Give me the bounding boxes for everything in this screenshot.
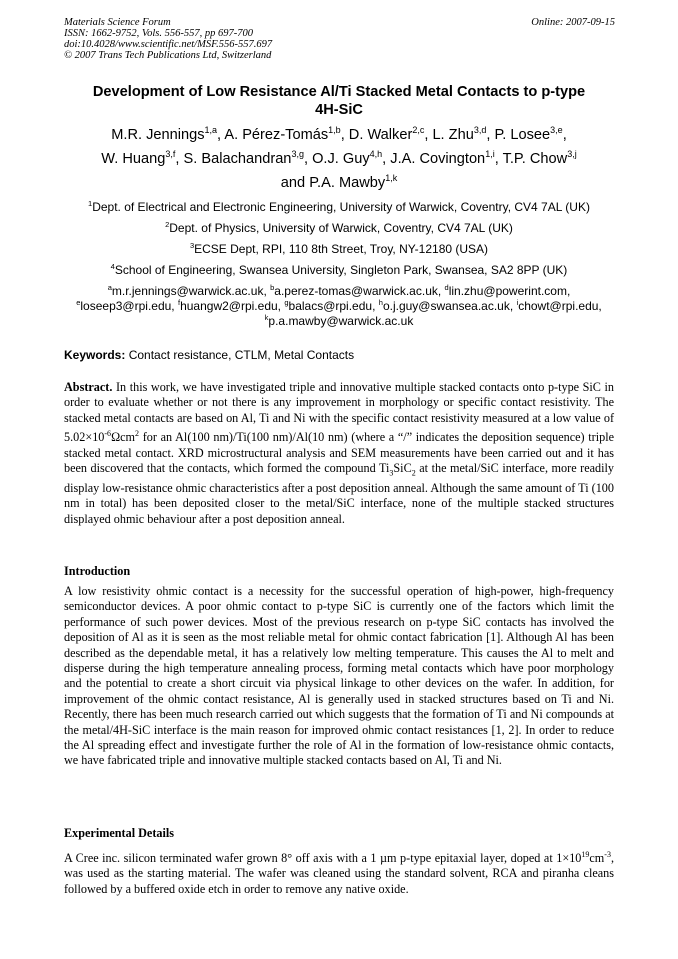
email-mark: a <box>107 283 112 292</box>
author: S. Balachandran <box>183 151 292 167</box>
email-line-2 <box>40 299 638 314</box>
author-affil-mark: 3,f <box>165 149 176 160</box>
title-line-1: Development of Low Resistance Al/Ti Stacked Metal Contacts to p-type <box>92 84 586 100</box>
doping-unit: cm <box>589 851 605 866</box>
abstract-subscript: 2 <box>411 468 416 478</box>
experimental-text <box>64 847 614 897</box>
author: L. Zhu <box>432 127 474 143</box>
affiliation <box>30 242 648 256</box>
affiliation <box>30 221 648 235</box>
introduction-heading: Introduction <box>64 564 131 578</box>
email-link[interactable]: a.perez-tomas@warwick.ac.uk, <box>274 284 442 298</box>
abstract-unit-exponent: 2 <box>135 429 140 439</box>
email-mark: k <box>264 313 269 322</box>
email-link[interactable]: chowt@rpi.edu, <box>518 299 602 313</box>
author-affil-mark: 1,k <box>385 173 398 184</box>
affiliation-number: 4 <box>110 262 115 271</box>
online-date: Online: 2007-09-15 <box>531 17 615 28</box>
copyright: © 2007 Trans Tech Publications Ltd, Switzerland <box>64 50 272 61</box>
email-mark: g <box>284 298 289 307</box>
author: W. Huang <box>101 151 166 167</box>
email-link[interactable]: balacs@rpi.edu, <box>288 299 376 313</box>
author-and: and <box>280 175 306 191</box>
experimental-heading: Experimental Details <box>64 826 175 840</box>
affiliation-text: ECSE Dept, RPI, 110 8th Street, Troy, NY-12180 (USA) <box>194 242 489 256</box>
email-mark: d <box>444 283 449 292</box>
author-affil-mark: 3,e <box>550 125 563 136</box>
author: P.A. Mawby <box>309 175 386 191</box>
author-line-3 <box>40 171 638 195</box>
journal-header <box>64 17 484 61</box>
abstract-text-2: for an Al(100 nm)/Ti(100 nm)/Al(10 nm) (where a “/” indicates the deposition sequence) triple stacked metal contact. XRD microstructural analysis and SEM measurements have been carried out and it has been discovered that the contacts, which formed the compound Ti <box>64 430 614 476</box>
author-affil-mark: 3,d <box>473 125 487 136</box>
author-list <box>40 123 638 195</box>
email-line-3 <box>40 314 638 329</box>
email-mark: e <box>76 298 81 307</box>
author-line-2: W. Huang$^{3,f}$, S. Balachandran$^{3,g}$, O.J. Guy$^{4,h}$, J.A. Covington$^{1,i}$, T.P. Chow$^{3,j}$ <box>101 149 577 167</box>
doi: doi:10.4028/www.scientific.net/MSF.556-557.697 <box>64 39 273 50</box>
author: O.J. Guy <box>312 151 370 167</box>
author-affil-mark: 1,a <box>204 125 218 136</box>
affiliation-text: Dept. of Electrical and Electronic Engineering, University of Warwick, Coventry, CV4 7AL (UK) <box>92 200 590 214</box>
author-affil-mark: 4,h <box>369 149 383 160</box>
author-line-1: M.R. Jennings$^{1,a}$, A. Pérez-Tomás$^{1,b}$, D. Walker$^{2,c}$, L. Zhu$^{3,d}$, P. Losee$^{3,e}$, <box>111 125 567 143</box>
abstract-formula: SiC <box>393 461 412 476</box>
author-affil-mark: 2,c <box>412 125 425 136</box>
journal-name: Materials Science Forum <box>64 17 171 28</box>
abstract-label: Abstract. <box>64 380 113 394</box>
author: M.R. Jennings <box>111 127 205 143</box>
affiliation-number: 1 <box>88 199 93 208</box>
abstract <box>64 380 614 527</box>
email-link[interactable]: p.a.mawby@warwick.ac.uk <box>268 314 414 328</box>
experimental-text-2: , was used as the starting material. The wafer was cleaned using the standard solvent, RCA and piranha cleans followed by a buffered oxide etch in order to remove any native oxide. <box>64 851 614 896</box>
introduction-text: A low resistivity ohmic contact is a necessity for the successful operation of high-power, high-frequency semiconductor devices. A poor ohmic contact to p-type SiC is currently one of the factors which limit the performance of such power devices. Most of the previous research on p-type SiC contacts has involved the deposition of Al as it is seen as the most reliable metal for ohmic contact fabrication [1]. Although Al has been described as the dependable metal, it has a relatively low melting temperature. This causes the Al to melt and disperse during the high temperature annealing process, forming metal contacts which have poor morphology and the potential to create a short circuit via physical linkage to other devices on the wafer. In addition, for improvement of the ohmic contact resistance, Al is generally used in stacked structures based on Ti and Ni. Recently, there has been much research carried out which suggests that the formation of Ti and Ni compounds at the metal/4H-SiC interface is the main reason for improved ohmic contact resistances [1, 2]. In order to reduce the Al spreading effect and investigate further the role of Al in the formation of low-resistance ohmic contacts, we have fabricated triple and innovative multiple stacked contacts based on Al, Ti and Ni. <box>64 584 614 768</box>
affiliation <box>30 263 648 277</box>
abstract-text-1: In this work, we have investigated triple and innovative multiple stacked contacts onto p-type SiC in order to evaluate whether or not there is any improvement in morphology or specific contact resistivity. The stacked metal contacts are based on Al, Ti and Ni with the specific contact resistivity measured at a low value of 5.02×10 <box>64 380 614 445</box>
abstract-unit: Ωcm <box>111 430 136 445</box>
email-link[interactable]: m.r.jennings@warwick.ac.uk, <box>111 284 267 298</box>
email-mark: i <box>516 298 519 307</box>
affiliation-number: 3 <box>189 241 195 250</box>
affiliation-text: School of Engineering, Swansea University, Singleton Park, Swansea, SA2 8PP (UK) <box>114 263 568 277</box>
author-affil-mark: 3,j <box>567 149 577 160</box>
issn: ISSN: 1662-9752, Vols. 556-557, pp 697-700 <box>64 28 253 39</box>
author: P. Losee <box>494 127 551 143</box>
email-list <box>40 284 638 329</box>
email-mark: b <box>270 283 275 292</box>
keywords-label: Keywords: <box>64 348 126 362</box>
author-affil-mark: 1,b <box>328 125 341 136</box>
keywords <box>64 348 624 363</box>
affiliation-text: Dept. of Physics, University of Warwick, Coventry, CV4 7AL (UK) <box>169 221 513 235</box>
keywords-text: Contact resistance, CTLM, Metal Contacts <box>128 348 355 362</box>
email-line-1 <box>40 284 638 299</box>
author: T.P. Chow <box>502 151 568 167</box>
email-mark: f <box>177 298 181 307</box>
title-line-2: 4H-SiC <box>315 102 363 118</box>
abstract-exponent: -6 <box>104 429 112 439</box>
email-link[interactable]: lin.zhu@powerint.com, <box>448 284 571 298</box>
paper-title <box>40 83 638 119</box>
abstract-subscript: 3 <box>389 468 394 478</box>
doping-exponent: 19 <box>581 850 590 859</box>
abstract-text-3: at the metal/SiC interface, more readily display low-resistance ohmic characteristics after a post deposition anneal. Although the same amount of Ti (100 nm in total) has been deposited closer to the metal/SiC interface, none of the multiple stacked structures displayed ohmic behaviour after a post deposition anneal. <box>64 461 614 526</box>
author: D. Walker <box>348 127 413 143</box>
email-mark: h <box>378 298 383 307</box>
affiliation-number: 2 <box>165 220 170 229</box>
author: J.A. Covington <box>390 151 486 167</box>
affiliation <box>30 200 648 214</box>
author: A. Pérez-Tomás <box>224 127 329 143</box>
author-affil-mark: 1,i <box>485 149 495 160</box>
author-affil-mark: 3,g <box>291 149 304 160</box>
email-link[interactable]: loseep3@rpi.edu, <box>80 299 175 313</box>
doping-unit-exponent: -3 <box>604 850 611 859</box>
email-link[interactable]: huangw2@rpi.edu, <box>180 299 281 313</box>
email-link[interactable]: o.j.guy@swansea.ac.uk, <box>382 299 514 313</box>
experimental-text-1: A Cree inc. silicon terminated wafer grown 8° off axis with a 1 µm p-type epitaxial layer, doped at 1×10 <box>64 851 582 866</box>
